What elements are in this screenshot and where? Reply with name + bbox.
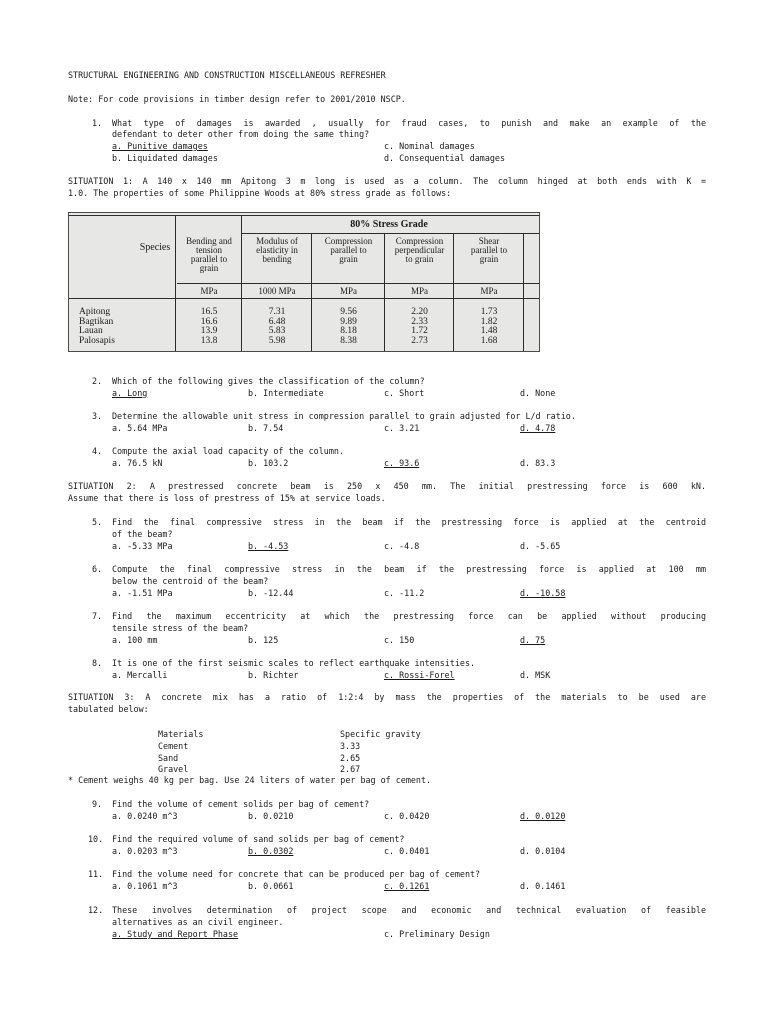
choice-correct: d. 75	[520, 635, 546, 645]
table-col-header: Bending and tension parallel to grain	[186, 236, 232, 273]
question-text: Which of the following gives the classification of the column?	[112, 376, 425, 386]
material-sg: 2.67	[340, 764, 361, 774]
table-species-list	[79, 308, 115, 346]
question-text: defendant to deter other from doing the same thing?	[112, 129, 370, 139]
question-number: 7.	[92, 611, 103, 621]
choice: d. None	[520, 388, 556, 398]
table-column-values	[313, 308, 384, 346]
choice-correct: c. 93.6	[384, 458, 420, 468]
choice-correct: d. 0.0120	[520, 811, 566, 821]
table-cell: 2.73	[411, 335, 428, 346]
choice: d. 0.0104	[520, 846, 566, 856]
choice: a. -1.51 MPa	[112, 588, 173, 598]
table-cell: 1.68	[480, 335, 498, 346]
question-text: Find the volume need for concrete that can be produced per bag of cement?	[112, 869, 481, 879]
question-number: 12.	[88, 905, 104, 915]
question-number: 6.	[92, 564, 103, 574]
situation-text: Assume that there is loss of prestress of 15% at service loads.	[68, 493, 386, 503]
choice: b. Intermediate	[248, 388, 324, 398]
choice: b. 103.2	[248, 458, 289, 468]
sg-header: Specific gravity	[340, 729, 421, 739]
table-unit: MPa	[410, 286, 428, 296]
question-number: 4.	[92, 446, 103, 456]
question-text: below the centroid of the beam?	[112, 576, 269, 586]
choice: b. 7.54	[248, 423, 284, 433]
document-title: STRUCTURAL ENGINEERING AND CONSTRUCTION MISCELLANEOUS REFRESHER	[68, 70, 386, 80]
situation-text: SITUATION 2: A prestressed concrete beam is 250 x 450 mm. The initial prestressing force is 600 kN.	[68, 481, 706, 491]
choice: a. 100 mm	[112, 635, 158, 645]
choice: d. 0.1461	[520, 881, 566, 891]
question-number: 11.	[88, 869, 104, 879]
situation-text: SITUATION 1: A 140 x 140 mm Apitong 3 m long is used as a column. The column hinged at both ends with K =	[68, 176, 706, 186]
table-unit: MPa	[480, 286, 498, 296]
choice: d. MSK	[520, 670, 551, 680]
choice: b. 0.0661	[248, 881, 294, 891]
choice-correct: c. 0.1261	[384, 881, 430, 891]
table-cell: 13.9	[200, 326, 218, 337]
table-cell: 16.5	[200, 307, 218, 317]
choice-correct: d. 4.78	[520, 423, 556, 433]
table-cell: Lauan	[79, 326, 103, 337]
question-text: Find the required volume of sand solids per bag of cement?	[112, 834, 405, 844]
table-cell: 1.72	[411, 326, 428, 337]
table-col-header: Shear parallel to grain	[470, 236, 508, 264]
table-cell: 6.48	[268, 316, 286, 327]
situation-text: SITUATION 3: A concrete mix has a ratio of 1:2:4 by mass the properties of the materials to be used are	[68, 692, 706, 702]
question-text: alternatives as an civil engineer.	[112, 917, 284, 927]
choice: a. -5.33 MPa	[112, 541, 173, 551]
table-cell: 5.98	[268, 335, 286, 346]
table-cell: 1.82	[480, 316, 498, 327]
question-text: These involves determination of project scope and economic and technical evaluation of feasible	[112, 905, 706, 915]
question-number: 10.	[88, 834, 104, 844]
table-cell: 9.56	[340, 307, 357, 317]
choice: c. Nominal damages	[384, 141, 475, 151]
table-species-header: Species	[139, 242, 171, 253]
choice: b. -12.44	[248, 588, 294, 598]
table-cell: Apitong	[79, 307, 111, 317]
choice: c. -11.2	[384, 588, 425, 598]
table-col-header: Modulus of elasticity in bending	[256, 236, 298, 264]
choice: c. 150	[384, 635, 415, 645]
table-col-header: Compression perpendicular to grain	[394, 236, 445, 264]
choice: c. 3.21	[384, 423, 420, 433]
choice: b. 125	[248, 635, 279, 645]
choice: c. Short	[384, 388, 425, 398]
table-cell: 7.31	[268, 307, 286, 317]
table-cell: 8.18	[340, 326, 357, 337]
choice-correct: a. Study and Report Phase	[112, 929, 239, 939]
table-cell: 13.8	[200, 335, 218, 346]
table-grade-header: 80% Stress Grade	[350, 219, 428, 230]
table-cell: 5.83	[268, 326, 286, 337]
situation-text: 1.0. The properties of some Philippine Woods at 80% stress grade as follows:	[68, 188, 452, 198]
choice: b. 0.0210	[248, 811, 294, 821]
choice: a. Mercalli	[112, 670, 168, 680]
question-number: 5.	[92, 517, 103, 527]
question-number: 1.	[92, 118, 103, 128]
wood-properties-table	[68, 212, 540, 352]
table-unit: 1000 MPa	[258, 286, 296, 296]
table-column-values	[177, 308, 241, 346]
table-cell: 2.20	[411, 307, 428, 317]
table-cell: 8.38	[340, 335, 357, 346]
choice-correct: a. Long	[112, 388, 148, 398]
material-name: Cement	[158, 741, 189, 751]
materials-header: Materials	[158, 729, 204, 739]
choice-correct: c. Rossi-Forel	[384, 670, 455, 680]
question-text: Determine the allowable unit stress in compression parallel to grain adjusted for L/d ratio.	[112, 411, 576, 421]
choice-correct: b. -4.53	[248, 541, 289, 551]
choice-correct: a. Punitive damages	[112, 141, 208, 151]
table-cell: Bagtikan	[79, 316, 114, 327]
material-sg: 2.65	[340, 753, 361, 763]
question-text: Find the final compressive stress in the beam if the prestressing force is applied at the centroid	[112, 517, 706, 527]
material-name: Sand	[158, 753, 179, 763]
choice: d. Consequential damages	[384, 153, 506, 163]
choice: a. 0.0203 m^3	[112, 846, 178, 856]
choice-correct: b. 0.0302	[248, 846, 294, 856]
question-number: 2.	[92, 376, 103, 386]
question-number: 8.	[92, 658, 103, 668]
choice: c. -4.8	[384, 541, 420, 551]
question-text: Find the maximum eccentricity at which the prestressing force can be applied without producing	[112, 611, 706, 621]
choice: a. 5.64 MPa	[112, 423, 168, 433]
table-cell: 16.6	[200, 316, 218, 327]
table-column-values	[386, 308, 453, 346]
material-sg: 3.33	[340, 741, 361, 751]
table-cell: 9.89	[340, 316, 357, 327]
question-text: Compute the final compressive stress in the beam if the prestressing force is applied at 100 mm	[112, 564, 706, 574]
question-text: Find the volume of cement solids per bag of cement?	[112, 799, 370, 809]
choice: c. 0.0420	[384, 811, 430, 821]
question-text: It is one of the first seismic scales to reflect earthquake intensities.	[112, 658, 476, 668]
table-cell: 1.73	[480, 307, 498, 317]
choice: d. -5.65	[520, 541, 561, 551]
question-text: What type of damages is awarded , usually for fraud cases, to punish and make an example of the	[112, 118, 706, 128]
table-col-header: Compression parallel to grain	[324, 236, 373, 264]
choice: c. Preliminary Design	[384, 929, 490, 939]
choice-correct: d. -10.58	[520, 588, 566, 598]
material-name: Gravel	[158, 764, 189, 774]
table-cell: Palosapis	[79, 335, 115, 346]
table-unit: MPa	[200, 286, 218, 296]
question-text: Compute the axial load capacity of the column.	[112, 446, 344, 456]
choice: b. Richter	[248, 670, 299, 680]
question-text: of the beam?	[112, 529, 173, 539]
question-number: 3.	[92, 411, 103, 421]
choice: a. 0.0240 m^3	[112, 811, 178, 821]
table-cell: 1.48	[480, 326, 498, 337]
note: Note: For code provisions in timber design refer to 2001/2010 NSCP.	[68, 94, 406, 104]
choice: d. 83.3	[520, 458, 556, 468]
table-column-values	[455, 308, 523, 346]
table-column-values	[243, 308, 311, 346]
table-cell: 2.33	[411, 316, 428, 327]
choice: a. 76.5 kN	[112, 458, 163, 468]
choice: c. 0.0401	[384, 846, 430, 856]
choice: b. Liquidated damages	[112, 153, 218, 163]
table-unit: MPa	[339, 286, 357, 296]
question-number: 9.	[92, 799, 103, 809]
question-text: tensile stress of the beam?	[112, 623, 249, 633]
choice: a. 0.1061 m^3	[112, 881, 178, 891]
materials-footnote: * Cement weighs 40 kg per bag. Use 24 liters of water per bag of cement.	[68, 775, 432, 785]
situation-text: tabulated below:	[68, 704, 149, 714]
